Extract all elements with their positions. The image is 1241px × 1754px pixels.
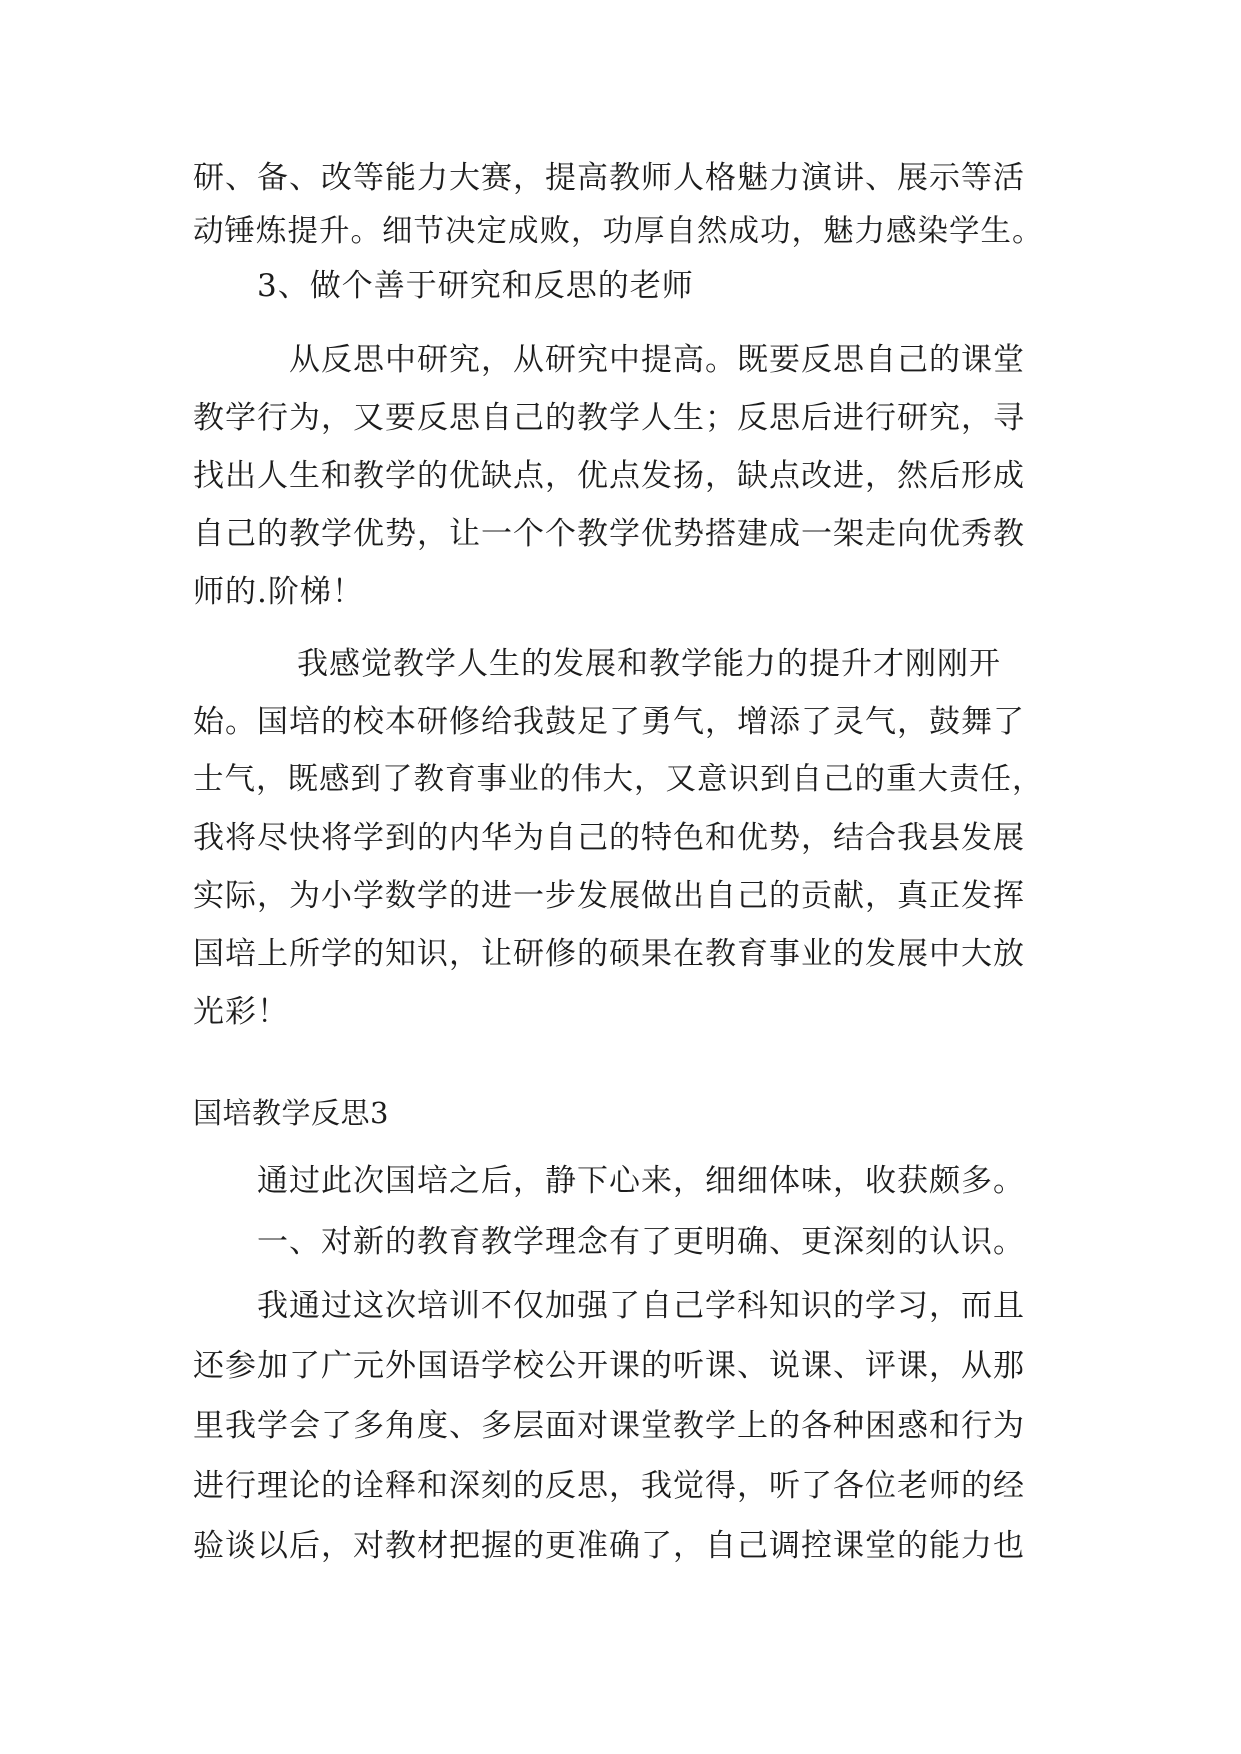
paragraph-line: 里我学会了多角度、多层面对课堂教学上的各种困惑和行为 [193, 1408, 1025, 1444]
paragraph-line: 进行理论的诠释和深刻的反思，我觉得，听了各位老师的经 [193, 1468, 1025, 1504]
section-heading: 一、对新的教育教学理念有了更明确、更深刻的认识。 [257, 1224, 1025, 1260]
paragraph-line: 我通过这次培训不仅加强了自己学科知识的学习，而且 [257, 1288, 1025, 1324]
document-heading: 国培教学反思3 [193, 1096, 389, 1130]
paragraph-line: 动锤炼提升。细节决定成败，功厚自然成功，魅力感染学生。 [193, 214, 1044, 249]
paragraph-line: 教学行为，又要反思自己的教学人生；反思后进行研究，寻 [193, 400, 1025, 436]
paragraph-line: 国培上所学的知识，让研修的硕果在教育事业的发展中大放 [193, 936, 1025, 972]
paragraph-line: 验谈以后，对教材把握的更准确了，自己调控课堂的能力也 [193, 1528, 1025, 1564]
paragraph-line: 我感觉教学人生的发展和教学能力的提升才刚刚开 [297, 646, 1001, 682]
paragraph-line: 从反思中研究，从研究中提高。既要反思自己的课堂 [289, 342, 1025, 378]
paragraph-line: 找出人生和教学的优缺点，优点发扬，缺点改进，然后形成 [193, 458, 1025, 494]
section-heading: 3、做个善于研究和反思的老师 [257, 268, 694, 304]
paragraph-line: 始。国培的校本研修给我鼓足了勇气，增添了灵气，鼓舞了 [193, 704, 1025, 740]
paragraph-line: 师的.阶梯！ [193, 574, 364, 610]
paragraph-line: 我将尽快将学到的内华为自己的特色和优势，结合我县发展 [193, 820, 1025, 856]
paragraph-line: 研、备、改等能力大赛，提高教师人格魅力演讲、展示等活 [193, 160, 1025, 196]
paragraph-line: 实际，为小学数学的进一步发展做出自己的贡献，真正发挥 [193, 878, 1025, 914]
paragraph-line: 还参加了广元外国语学校公开课的听课、说课、评课，从那 [193, 1348, 1025, 1384]
paragraph-line: 光彩！ [193, 994, 289, 1030]
paragraph-line: 自己的教学优势，让一个个教学优势搭建成一架走向优秀教 [193, 516, 1025, 552]
paragraph-line: 通过此次国培之后，静下心来，细细体味，收获颇多。 [257, 1163, 1025, 1199]
paragraph-line: 士气，既感到了教育事业的伟大，又意识到自己的重大责任， [193, 762, 1044, 797]
